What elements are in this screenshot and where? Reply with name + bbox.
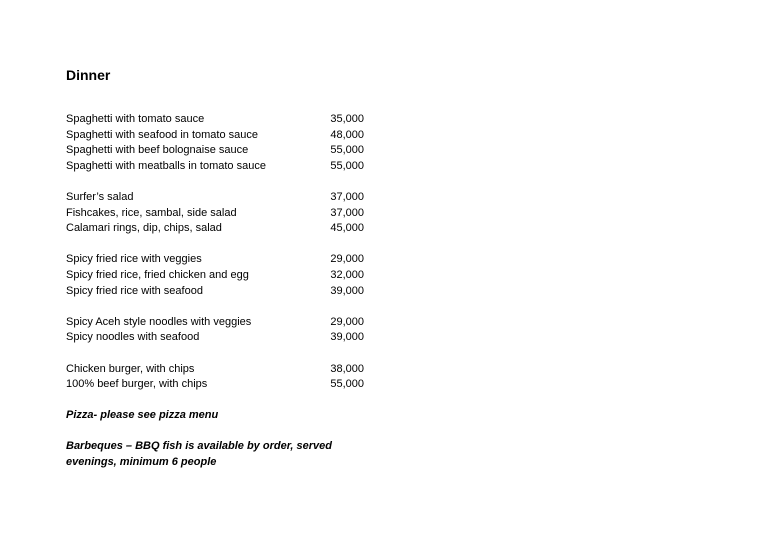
menu-item-price: 29,000 <box>330 253 364 266</box>
page-title: Dinner <box>66 67 111 83</box>
menu-row <box>66 362 364 378</box>
menu-item-price: 45,000 <box>330 222 364 235</box>
menu-row <box>66 330 364 346</box>
menu-item-price: 39,000 <box>330 284 364 297</box>
menu-row <box>66 190 364 206</box>
menu-group-spaghetti <box>66 112 364 174</box>
menu-row <box>66 128 364 144</box>
menu-row <box>66 143 364 159</box>
menu-item-price: 39,000 <box>330 331 364 344</box>
menu-row <box>66 206 364 222</box>
menu-item-name: Fishcakes, rice, sambal, side salad <box>66 206 237 219</box>
menu-item-name: Calamari rings, dip, chips, salad <box>66 222 222 235</box>
menu-item-price: 55,000 <box>330 159 364 172</box>
menu-group-salads <box>66 190 364 237</box>
menu-group-burgers <box>66 362 364 393</box>
menu-item-price: 55,000 <box>330 144 364 157</box>
menu-item-price: 32,000 <box>330 268 364 281</box>
menu-item-name: Spicy Aceh style noodles with veggies <box>66 315 252 328</box>
menu-row <box>66 268 364 284</box>
menu-item-price: 38,000 <box>330 362 364 375</box>
menu-item-price: 37,000 <box>330 206 364 219</box>
menu-item-name: Surfer’s salad <box>66 190 134 203</box>
menu-item-name: Spicy fried rice with veggies <box>66 253 202 266</box>
menu-group-noodles <box>66 315 364 346</box>
bbq-note: Barbeques – BBQ fish is available by order, served evenings, minimum 6 people <box>66 440 332 469</box>
menu-group-fried-rice <box>66 252 364 299</box>
menu-row <box>66 284 364 300</box>
menu-row <box>66 377 364 393</box>
menu-item-name: Spicy noodles with seafood <box>66 331 200 344</box>
menu-list <box>66 112 364 486</box>
menu-item-name: Spaghetti with tomato sauce <box>66 113 205 125</box>
menu-item-name: Spicy fried rice, fried chicken and egg <box>66 268 249 281</box>
menu-item-name: Spicy fried rice with seafood <box>66 284 203 297</box>
menu-item-name: Chicken burger, with chips <box>66 362 195 375</box>
menu-row <box>66 252 364 268</box>
menu-item-price: 29,000 <box>330 315 364 328</box>
menu-item-name: Spaghetti with meatballs in tomato sauce <box>66 159 266 172</box>
pizza-note: Pizza- please see pizza menu <box>66 409 219 422</box>
menu-item-name: Spaghetti with beef bolognaise sauce <box>66 144 249 157</box>
menu-item-price: 37,000 <box>330 190 364 203</box>
menu-item-price: 48,000 <box>330 128 364 141</box>
menu-row <box>66 315 364 331</box>
menu-row <box>66 221 364 237</box>
menu-row <box>66 159 364 175</box>
menu-item-price: 35,000 <box>330 113 364 125</box>
menu-row <box>66 112 364 128</box>
menu-item-name: 100% beef burger, with chips <box>66 378 208 391</box>
menu-item-price: 55,000 <box>330 378 364 391</box>
menu-item-name: Spaghetti with seafood in tomato sauce <box>66 128 259 141</box>
